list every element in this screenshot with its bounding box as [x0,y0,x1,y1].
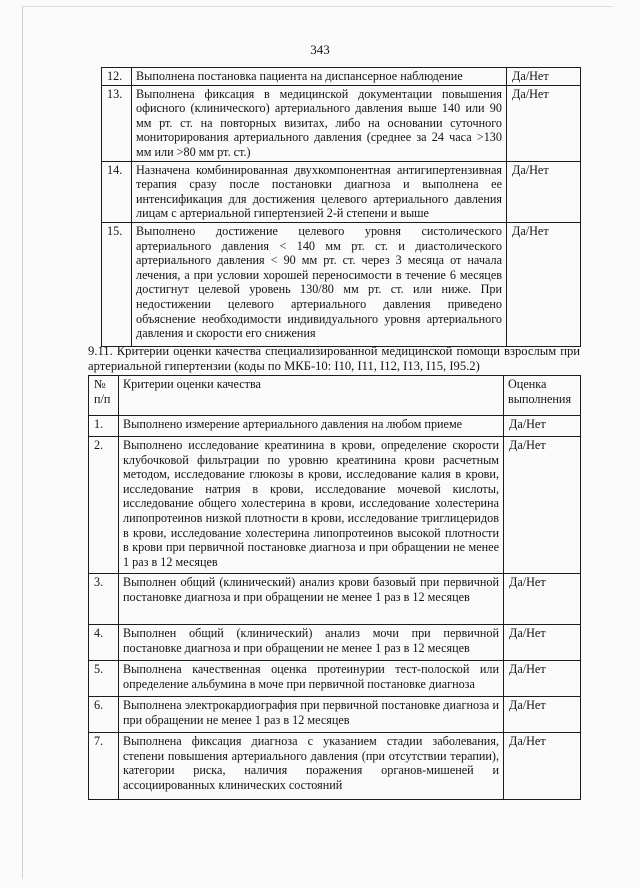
table-row [89,733,581,800]
criterion-text: Назначена комбинированная двухкомпонентная антигипертензивная терапия сразу после постановки диагноза и выполнена ее интенсификация для достижения целевого артериального давления лицам с артериальной гипертензией 2-й степени и выше [132,161,507,222]
criterion-text: Выполнен общий (клинический) анализ крови базовый при первичной постановке диагноза и при обращении не менее 1 раз в 12 месяцев [119,574,504,625]
criterion-text: Выполнено достижение целевого уровня систолического артериального давления < 140 мм рт. ст. и диастолического артериального давления < 90 мм рт. ст. через 3 месяца от начала лечения, а при условии хорошей переносимости в течение 6 месяцев достигнут целевой уровень 130/80 мм рт. ст. или ниже. При недостижении целевого артериального давления приведено объяснение необходимости индивидуального уровня артериального давления и скорости его снижения [132,222,507,346]
answer-cell: Да/Нет [507,161,581,222]
table-row [89,437,581,574]
header-rating: Оценка выполнения [504,376,581,416]
table-row [89,416,581,437]
answer-cell: Да/Нет [507,222,581,346]
row-number: 1. [89,416,119,437]
criterion-text: Выполнена постановка пациента на диспансерное наблюдение [132,68,507,86]
answer-cell: Да/Нет [504,733,581,800]
table-row [102,161,581,222]
criterion-text: Выполнен общий (клинический) анализ мочи при первичной постановке диагноза и при обращении не менее 1 раз в 12 месяцев [119,625,504,661]
row-number: 3. [89,574,119,625]
table-row [102,68,581,86]
table-row [89,661,581,697]
row-number: 12. [102,68,132,86]
table-header-row [89,376,581,416]
criteria-table-continued [101,67,581,347]
row-number: 14. [102,161,132,222]
table-row [89,625,581,661]
row-number: 4. [89,625,119,661]
criterion-text: Выполнена качественная оценка протеинурии тест-полоской или определение альбумина в моче при первичной постановке диагноза [119,661,504,697]
table-row [89,697,581,733]
criterion-text: Выполнена электрокардиография при первичной постановке диагноза и при обращении не менее 1 раз в 12 месяцев [119,697,504,733]
header-criteria: Критерии оценки качества [119,376,504,416]
answer-cell: Да/Нет [504,416,581,437]
answer-cell: Да/Нет [504,625,581,661]
criterion-text: Выполнено исследование креатинина в крови, определение скорости клубочковой фильтрации по уровню креатинина крови расчетным методом, исследование глюкозы в крови, исследование калия в крови, исследование натрия в крови, исследование мочевой кислоты, исследование общего холестерина в крови, исследование холестерина липопротеинов низкой плотности в крови, исследование триглицеридов в крови, исследование холестерина липопротеинов высокой плотности в крови при первичной постановке диагноза и при обращении не менее 1 раз в 12 месяцев [119,437,504,574]
header-number: № п/п [89,376,119,416]
row-number: 2. [89,437,119,574]
criterion-text: Выполнена фиксация диагноза с указанием стадии заболевания, степени повышения артериального давления (при отсутствии терапии), категории риска, наличия поражения органов-мишеней и ассоциированных клинических состояний [119,733,504,800]
table-row [102,85,581,161]
table-row [89,574,581,625]
answer-cell: Да/Нет [504,437,581,574]
row-number: 15. [102,222,132,346]
table-row [102,222,581,346]
page-number: 343 [310,42,330,57]
criterion-text: Выполнено измерение артериального давления на любом приеме [119,416,504,437]
answer-cell: Да/Нет [504,697,581,733]
row-number: 7. [89,733,119,800]
row-number: 5. [89,661,119,697]
answer-cell: Да/Нет [507,68,581,86]
answer-cell: Да/Нет [504,574,581,625]
row-number: 13. [102,85,132,161]
criteria-table [88,375,581,800]
section-heading: 9.11. Критерии оценки качества специализированной медицинской помощи взрослым при артериальной гипертензии (коды по МКБ-10: I10, I11, I12, I13, I15, I95.2) [88,344,580,373]
row-number: 6. [89,697,119,733]
answer-cell: Да/Нет [507,85,581,161]
criterion-text: Выполнена фиксация в медицинской документации повышения офисного (клинического) артериального давления выше 140 или 90 мм рт. ст. на повторных визитах, либо на основании суточного мониторирования артериального давления (среднее за 24 часа >130 мм или >80 мм рт. ст.) [132,85,507,161]
answer-cell: Да/Нет [504,661,581,697]
